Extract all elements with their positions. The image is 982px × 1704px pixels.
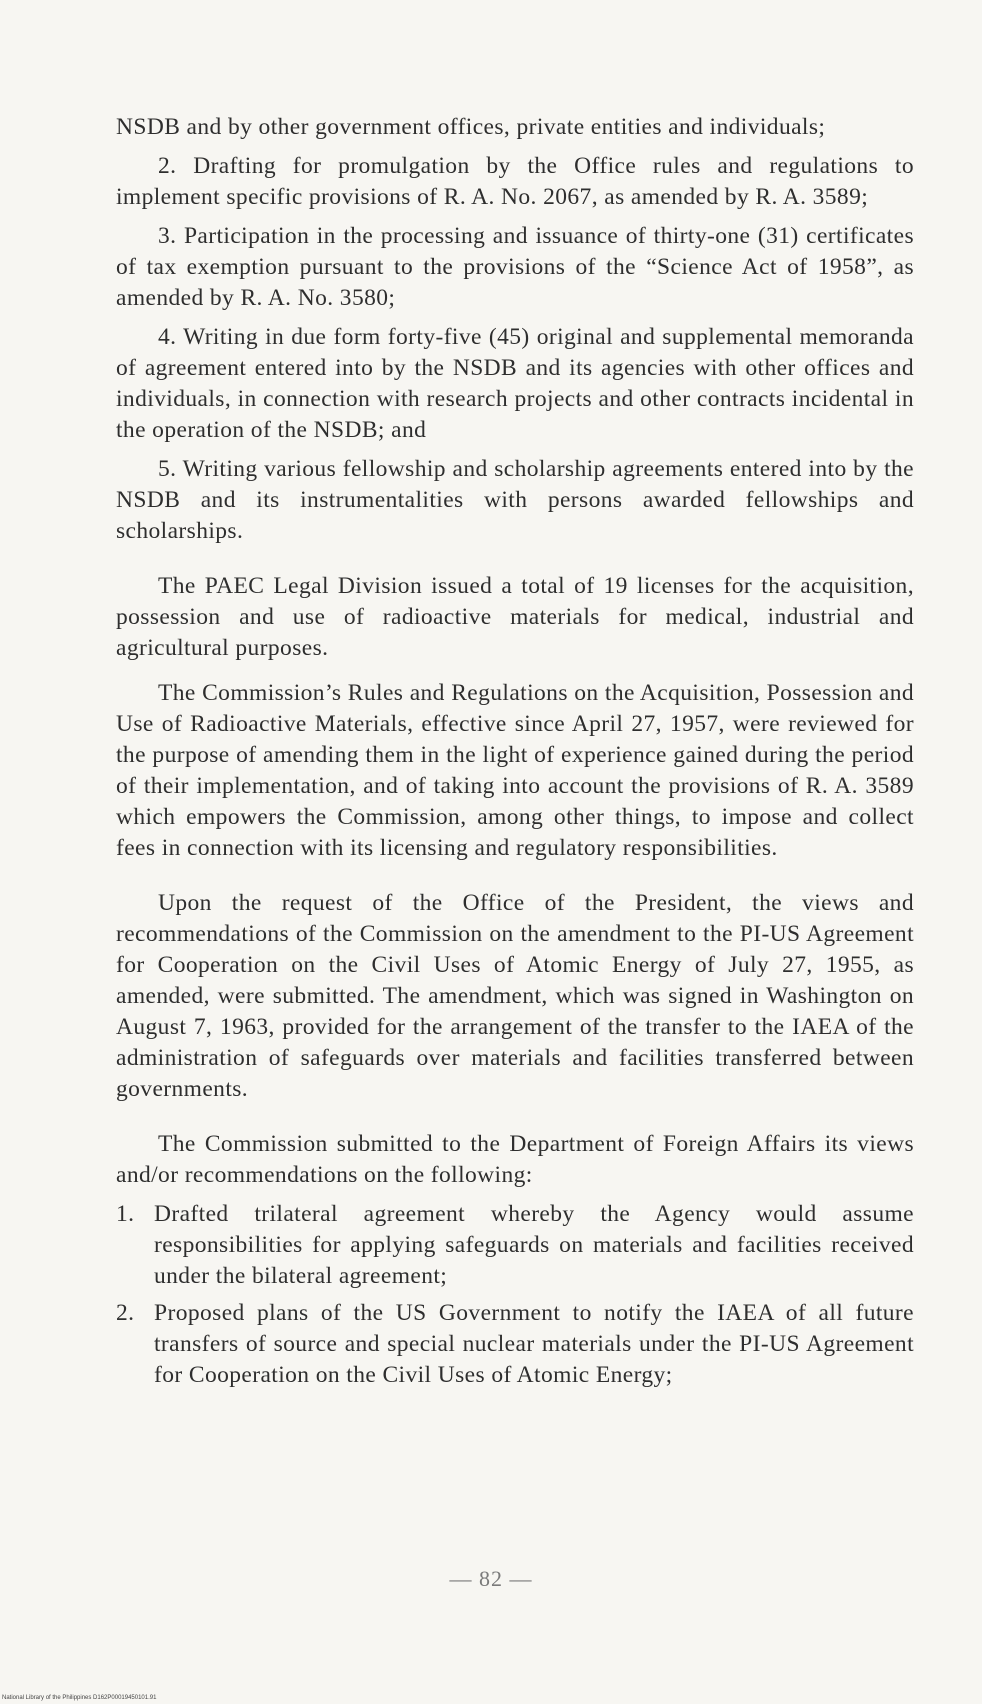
- list-item-number: 2.: [116, 1300, 135, 1326]
- paragraph-foreign-affairs: The Commission submitted to the Department of Foreign Affairs its views and/or recommendations on the following:: [116, 1131, 914, 1188]
- list-item-text: Drafted trilateral agreement whereby the Agency would assume responsibilities for applying safeguards on materials and facilities received under the bilateral agreement;: [154, 1201, 914, 1289]
- list-item-number: 1.: [116, 1201, 135, 1227]
- paragraph-item-2: 2. Drafting for promulgation by the Office rules and regulations to implement specific provisions of R. A. No. 2067, as amended by R. A. 3589;: [116, 153, 914, 210]
- recommendations-list: [116, 1199, 914, 1391]
- list-item: [116, 1199, 914, 1292]
- list-item-text: Proposed plans of the US Government to notify the IAEA of all future transfers of source and special nuclear materials under the PI-US Agreement for Cooperation on the Civil Uses of Atomic Energy;: [154, 1300, 914, 1388]
- paragraph-item-4: 4. Writing in due form forty-five (45) original and supplemental memoranda of agreement entered into by the NSDB and its agencies with other offices and individuals, in connection with research projects and other contracts incidental in the operation of the NSDB; and: [116, 324, 914, 443]
- paragraph-item-3: 3. Participation in the processing and issuance of thirty-one (31) certificates of tax exemption pursuant to the provisions of the “Science Act of 1958”, as amended by R. A. No. 3580;: [116, 223, 914, 311]
- scan-footer: National Library of the Philippines D162P00019450101.91: [2, 1695, 157, 1701]
- page-number: — 82 —: [449, 1566, 533, 1591]
- paragraph-licenses: The PAEC Legal Division issued a total of 19 licenses for the acquisition, possession and use of radioactive materials for medical, industrial and agricultural purposes.: [116, 573, 914, 661]
- paragraph-continuation: NSDB and by other government offices, private entities and individuals;: [116, 114, 826, 140]
- paragraph-pi-us-agreement: Upon the request of the Office of the President, the views and recommendations of the Commission on the amendment to the PI-US Agreement for Cooperation on the Civil Uses of Atomic Energy of July 27, 1955, as amended, were submitted. The amendment, which was signed in Washington on August 7, 1963, provided for the arrangement of the transfer to the IAEA of the administration of safeguards over materials and facilities transferred between governments.: [116, 890, 914, 1102]
- list-item: [116, 1298, 914, 1391]
- document-body: [116, 112, 914, 1391]
- paragraph-item-5: 5. Writing various fellowship and scholarship agreements entered into by the NSDB and its instrumentalities with persons awarded fellowships and scholarships.: [116, 456, 914, 544]
- paragraph-rules-review: The Commission’s Rules and Regulations on the Acquisition, Possession and Use of Radioactive Materials, effective since April 27, 1957, were reviewed for the purpose of amending them in the light of experience gained during the period of their implementation, and of taking into account the provisions of R. A. 3589 which empowers the Commission, among other things, to impose and collect fees in connection with its licensing and regulatory responsibilities.: [116, 680, 914, 861]
